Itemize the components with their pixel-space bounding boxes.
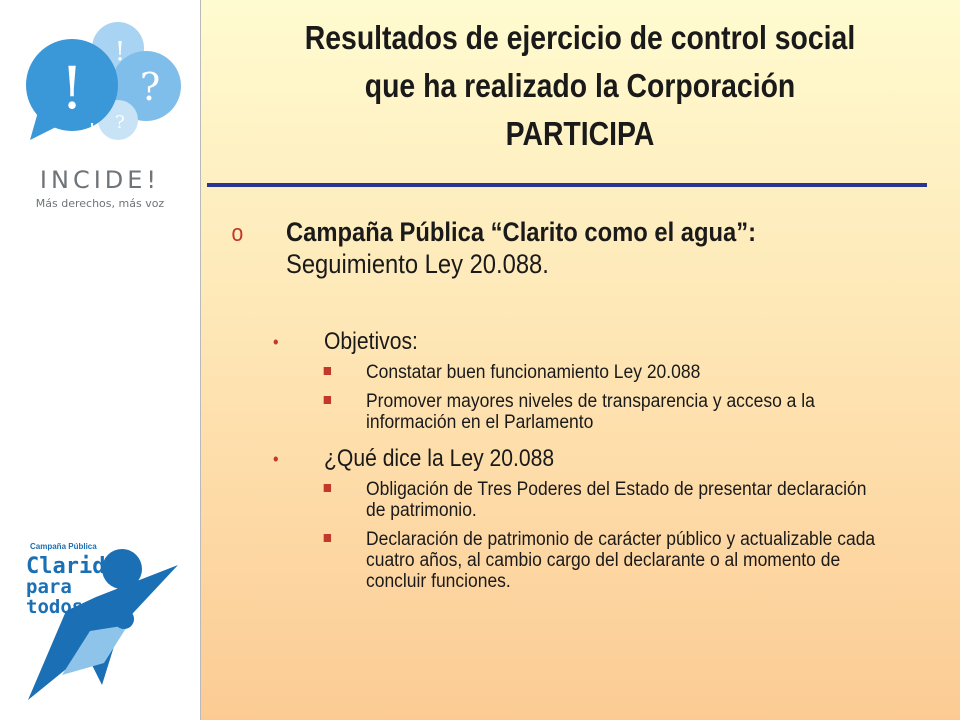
bubble-mark-4: !: [88, 120, 96, 141]
square-bullet-icon: [324, 534, 331, 542]
objective-point: [366, 391, 889, 433]
objective-point-text: Promover mayores niveles de transparencia y acceso a la información en el Parlamento: [366, 391, 815, 433]
dot-bullet-icon: •: [272, 332, 279, 352]
incide-name: INCIDE!: [39, 166, 161, 194]
child-head-icon: [114, 609, 134, 629]
campaign-line-2: para: [26, 576, 72, 598]
campaign-line-3: todos: [26, 596, 84, 618]
campaign-logo: [0, 535, 200, 705]
objectives-label: Objetivos:: [324, 328, 418, 355]
bubble-mark-1: !: [60, 54, 84, 122]
main-bullet-item: [231, 216, 920, 280]
slide-body: [216, 216, 936, 592]
bubble-mark-5: ?: [115, 112, 125, 133]
slide-title-line-2: que ha realizado la Corporación: [364, 67, 796, 104]
objective-point: [366, 362, 889, 383]
campaign-small-text: Campaña Pública: [30, 542, 97, 551]
bubble-mark-3: ?: [139, 65, 161, 109]
hollow-bullet-icon: o: [231, 220, 244, 247]
campaign-heading: Campaña Pública “Clarito como el agua”:: [286, 217, 757, 247]
title-divider: [207, 183, 927, 187]
logo-sidebar: [0, 0, 201, 720]
campaign-line-1: Claridad: [26, 554, 132, 579]
slide-title: [262, 14, 898, 158]
law-point-text: Declaración de patrimonio de carácter público y actualizable cada cuatro años, al cambio cargo del declarante o al momento de concluir funciones.: [366, 529, 876, 592]
objective-point-text: Constatar buen funcionamiento Ley 20.088: [366, 362, 701, 383]
law-heading: [272, 445, 817, 473]
square-bullet-icon: [324, 396, 331, 404]
slide-title-line-3: PARTICIPA: [505, 115, 655, 152]
law-label: ¿Qué dice la Ley 20.088: [324, 445, 555, 472]
bubble-mark-2: !: [114, 37, 126, 67]
dot-bullet-icon: •: [272, 449, 279, 469]
law-point: [366, 479, 889, 521]
objectives-heading: [272, 328, 817, 356]
campaign-subheading: Seguimiento Ley 20.088.: [286, 249, 549, 279]
square-bullet-icon: [324, 484, 331, 492]
square-bullet-icon: [324, 367, 331, 375]
incide-logo: [0, 0, 200, 220]
law-point-text: Obligación de Tres Poderes del Estado de presentar declaración de patrimonio.: [366, 479, 867, 521]
slide-title-line-1: Resultados de ejercicio de control social: [304, 19, 856, 56]
law-point: [366, 529, 889, 592]
incide-tagline: Más derechos, más voz: [35, 197, 165, 210]
